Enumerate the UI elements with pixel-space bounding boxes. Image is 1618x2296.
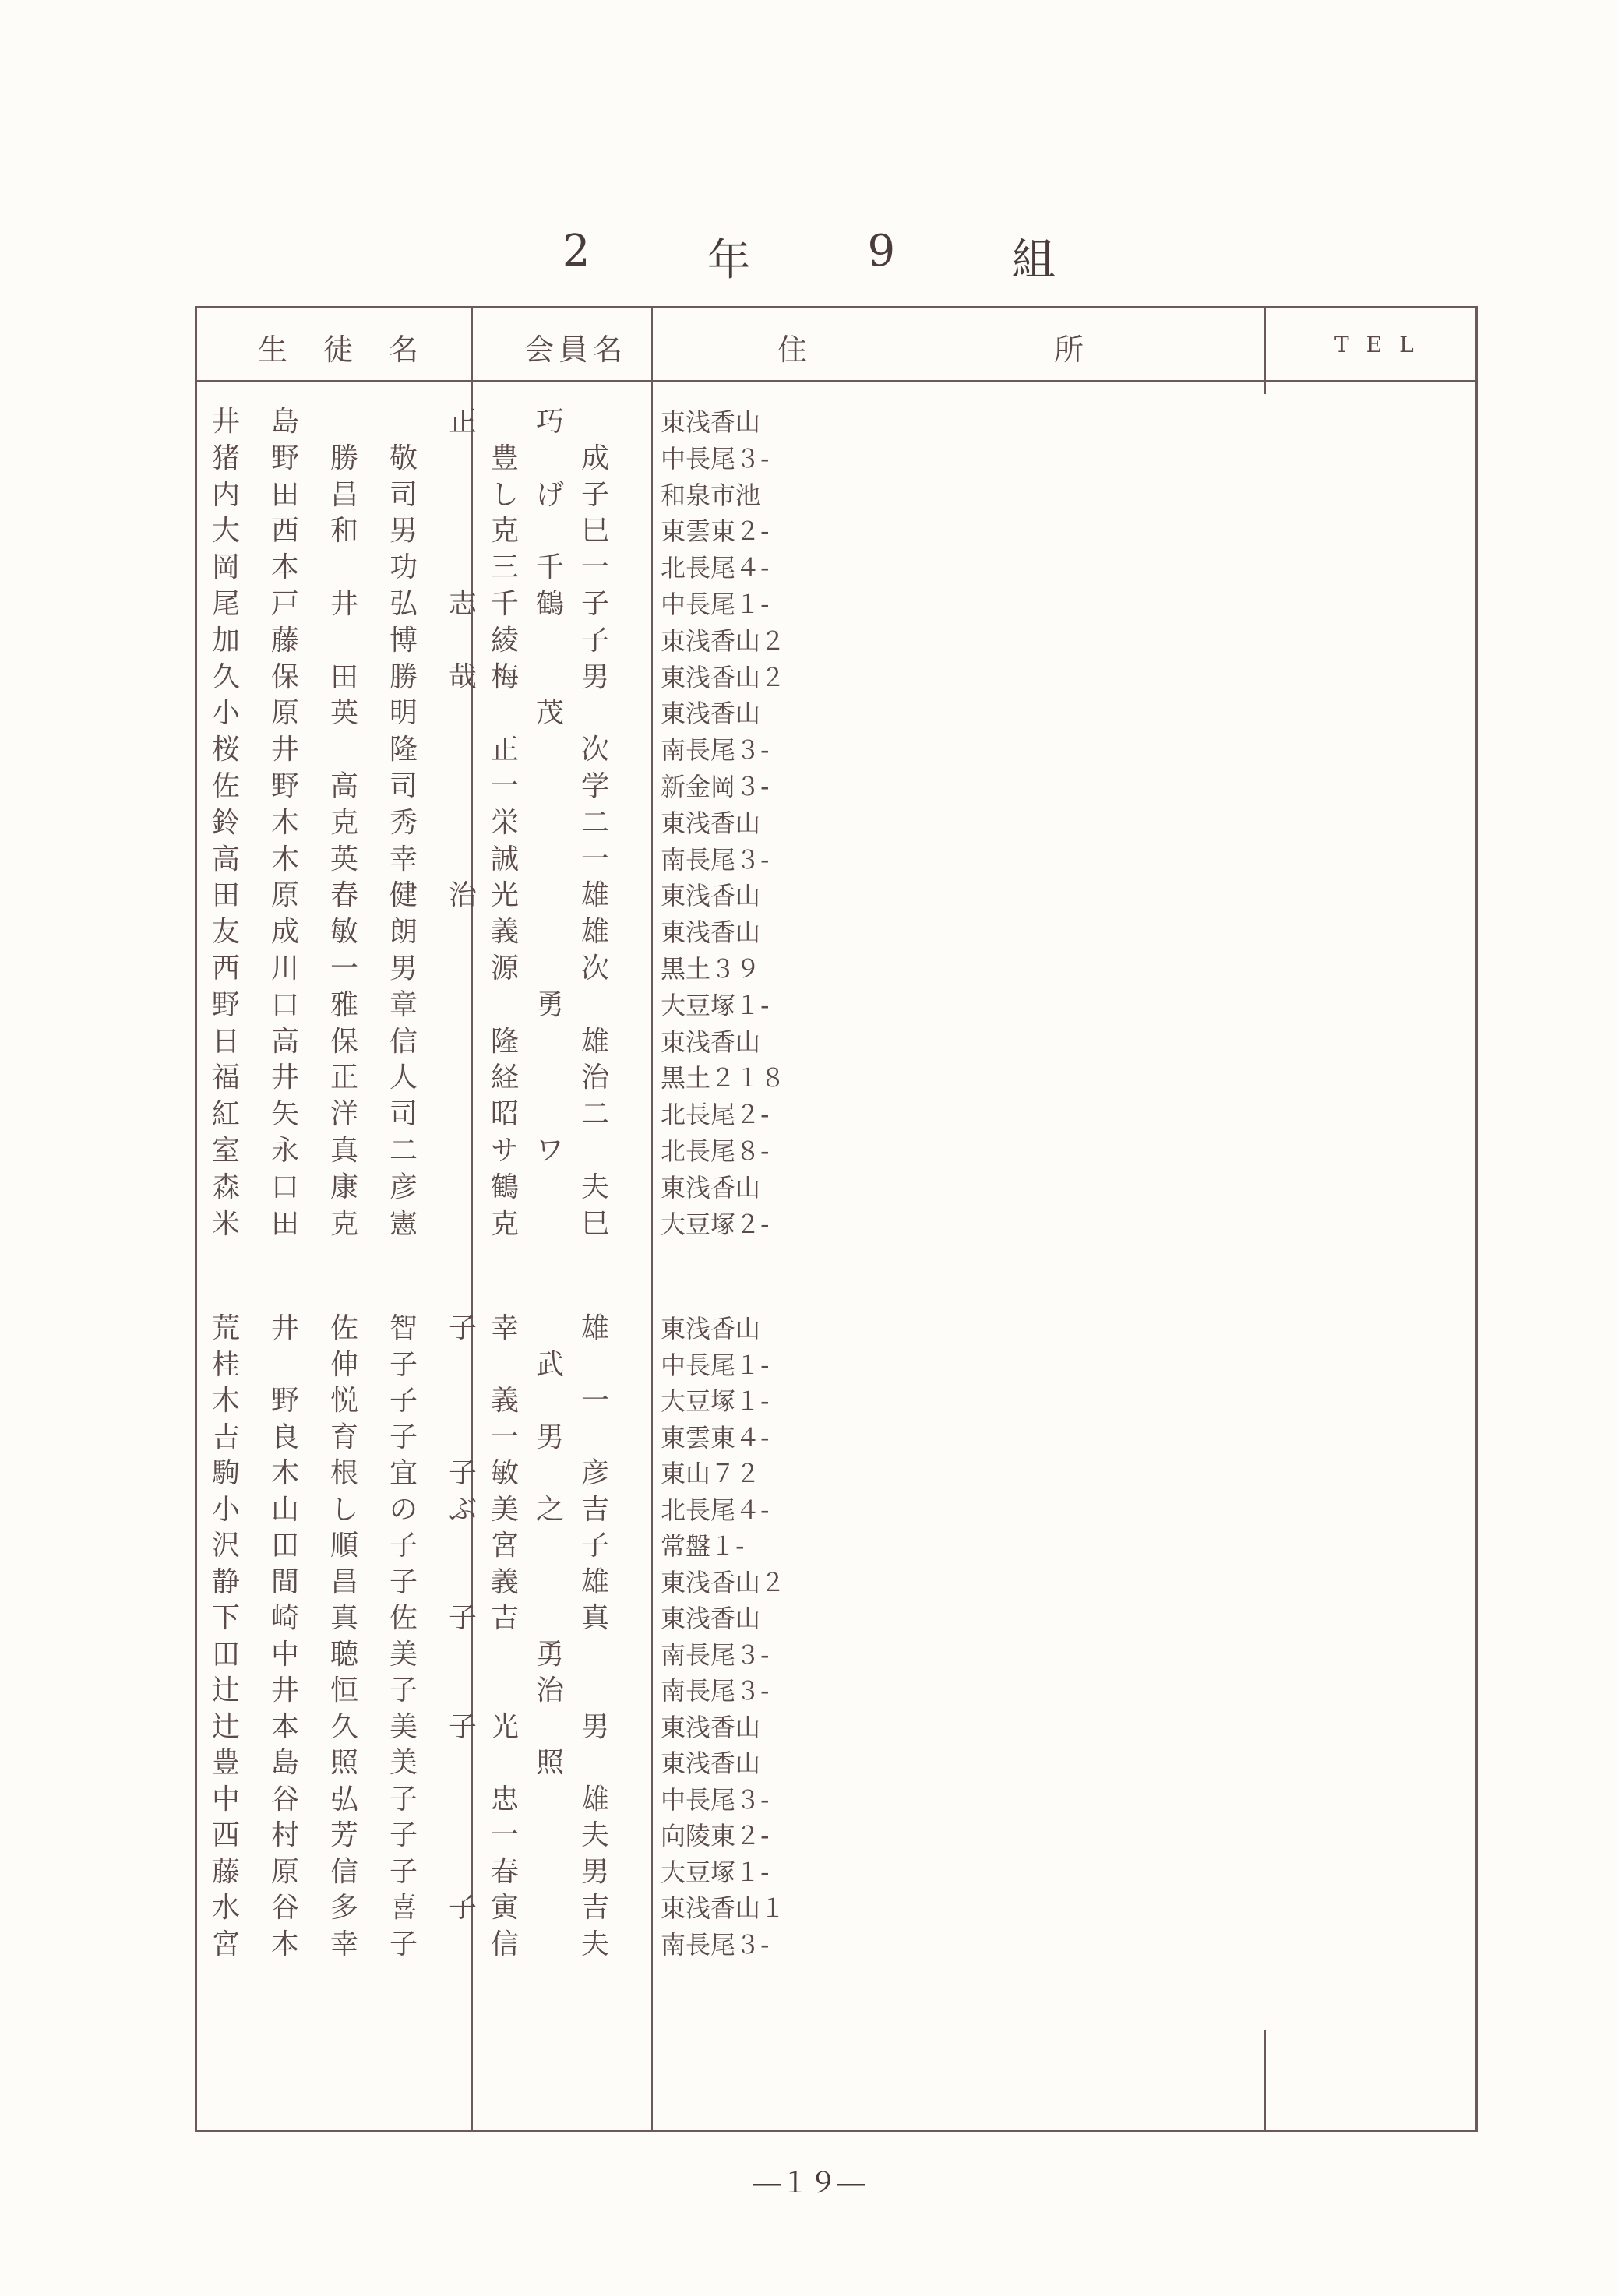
member-name: 一 夫 [491, 1819, 627, 1851]
address: 中長尾１- [661, 590, 770, 619]
student-name: 木野悦子 [212, 1385, 449, 1417]
student-name: 佐野高司 [212, 770, 449, 802]
student-name: 紅矢洋司 [212, 1098, 449, 1131]
address: 中長尾３- [661, 443, 770, 474]
address: 東浅香山 [661, 1712, 761, 1742]
member-name: 敏 彦 [491, 1457, 627, 1489]
student-name: 西川一男 [212, 953, 449, 984]
student-name: 沢田順子 [212, 1530, 449, 1562]
member-name: 勇 [491, 988, 582, 1021]
header-divider [197, 380, 1475, 382]
member-name: 三千一 [491, 551, 627, 584]
member-name: 義 雄 [491, 1565, 627, 1598]
member-name: 治 [491, 1674, 582, 1706]
student-name: 福井正人 [212, 1062, 449, 1094]
address: 北長尾８- [661, 1136, 770, 1166]
address: 大豆塚１- [661, 990, 770, 1020]
member-name: 一 学 [491, 770, 627, 802]
student-name: 井島 正 [212, 406, 509, 438]
member-name: 春 男 [491, 1855, 627, 1888]
member-name: 昭 二 [491, 1098, 627, 1131]
student-name: 下崎真佐子 [212, 1602, 509, 1634]
address: 黒土２１８ [661, 1063, 786, 1093]
address: 大豆塚２- [661, 1209, 770, 1239]
member-name: 勇 [491, 1638, 582, 1671]
address: 東雲東２- [661, 516, 770, 547]
member-name: 克 巳 [491, 515, 627, 548]
member-name: 梅 男 [491, 660, 627, 693]
student-name: 米田克憲 [212, 1207, 449, 1240]
student-name: 駒木根宜子 [212, 1457, 509, 1489]
address: 東浅香山 [661, 1748, 761, 1778]
address: 中長尾３- [661, 1784, 770, 1815]
address: 東浅香山 [661, 917, 761, 948]
address: 大豆塚１- [661, 1386, 770, 1416]
address: 南長尾３- [661, 1639, 770, 1670]
member-name: 誠 一 [491, 843, 627, 875]
member-name: 宮 子 [491, 1530, 627, 1562]
column-divider [471, 308, 473, 2130]
address: 南長尾３- [661, 735, 770, 766]
address: 東浅香山２ [661, 625, 786, 656]
member-name: しげ子 [491, 478, 627, 511]
address: 北長尾４- [661, 553, 770, 583]
member-name: 茂 [491, 697, 582, 730]
class-unit: 組 [1012, 235, 1056, 286]
header-address-second: 所 [1054, 333, 1084, 367]
address: 東浅香山２ [661, 662, 786, 692]
student-name: 岡本 功 [212, 551, 449, 584]
member-name: 源 次 [491, 953, 627, 984]
address: 東浅香山 [661, 808, 761, 838]
member-name: 光 男 [491, 1710, 627, 1743]
member-name: 照 [491, 1747, 582, 1779]
address: 東浅香山 [661, 699, 761, 729]
member-name: 栄 二 [491, 806, 627, 839]
member-name: 豊 成 [491, 442, 627, 474]
member-name: 巧 [491, 406, 582, 438]
member-name: 義 雄 [491, 916, 627, 949]
address: 南長尾３- [661, 844, 770, 875]
grade-unit: 年 [707, 235, 751, 286]
address: 東山７２ [661, 1459, 761, 1488]
address: 大豆塚１- [661, 1857, 770, 1887]
student-name: 辻本久美子 [212, 1710, 509, 1743]
student-name: 友成敏朗 [212, 916, 449, 949]
student-name: 宮本幸子 [212, 1928, 449, 1960]
member-name: 信 夫 [491, 1928, 627, 1960]
student-name: 久保田勝哉 [212, 660, 509, 693]
address: 南長尾３- [661, 1929, 770, 1960]
student-name: 桜井 隆 [212, 734, 449, 766]
address: 東浅香山 [661, 1604, 761, 1633]
header-student-name: 生 徒 名 [258, 333, 422, 367]
student-name: 野口雅章 [212, 988, 449, 1021]
student-name: 鈴木克秀 [212, 806, 449, 839]
header-tel: TEL [1334, 332, 1431, 357]
member-name: 経 治 [491, 1062, 627, 1094]
student-name: 桂 伸子 [212, 1348, 449, 1381]
address: 南長尾３- [661, 1676, 770, 1706]
member-name: 隆 雄 [491, 1025, 627, 1058]
member-name: 美之吉 [491, 1493, 627, 1526]
student-name: 室永真二 [212, 1135, 449, 1167]
student-name: 辻井恒子 [212, 1674, 449, 1706]
address: 新金岡３- [661, 772, 770, 801]
page-number: ―１９― [753, 2167, 865, 2199]
address: 東浅香山２ [661, 1567, 786, 1597]
grade-number: 2 [562, 226, 590, 276]
member-name: 幸 雄 [491, 1312, 627, 1344]
student-name: 猪野勝敬 [212, 442, 449, 474]
page-title [0, 226, 1618, 288]
student-name: 中谷弘子 [212, 1783, 449, 1815]
address: 和泉市池 [661, 480, 761, 510]
address: 北長尾２- [661, 1100, 770, 1130]
member-name: 鶴 夫 [491, 1171, 627, 1203]
student-name: 加藤 博 [212, 624, 449, 657]
column-divider [1264, 2030, 1266, 2130]
student-name: 小原英明 [212, 697, 449, 730]
member-name: サワ [491, 1135, 582, 1167]
student-name: 静間昌子 [212, 1565, 449, 1598]
address: 黒土３９ [661, 954, 761, 984]
class-number: 9 [867, 226, 896, 276]
member-name: 義 一 [491, 1385, 627, 1417]
student-name: 小山しのぶ [212, 1493, 509, 1526]
student-name: 日高保信 [212, 1025, 449, 1058]
student-name: 水谷多喜子 [212, 1892, 509, 1924]
address: 東浅香山 [661, 881, 761, 911]
address: 常盤１- [661, 1531, 745, 1561]
member-name: 吉 真 [491, 1602, 627, 1634]
student-name: 豊島照美 [212, 1747, 449, 1779]
student-name: 内田昌司 [212, 478, 449, 511]
member-name: 武 [491, 1348, 582, 1381]
address: 北長尾４- [661, 1495, 770, 1525]
header-address-first: 住 [777, 333, 808, 367]
address: 東浅香山 [661, 1172, 761, 1203]
student-name: 高木英幸 [212, 843, 449, 875]
student-name: 田中聴美 [212, 1638, 449, 1671]
address: 向陵東２- [661, 1821, 770, 1851]
student-name: 尾戸井弘志 [212, 588, 509, 620]
member-name: 正 次 [491, 734, 627, 766]
member-name: 忠 雄 [491, 1783, 627, 1815]
student-name: 西村芳子 [212, 1819, 449, 1851]
header-member-name: 会員名 [524, 333, 628, 367]
student-name: 藤原信子 [212, 1855, 449, 1888]
address: 東雲東４- [661, 1422, 770, 1453]
address: 東浅香山 [661, 407, 761, 437]
member-name: 克 巳 [491, 1207, 627, 1240]
student-name: 吉良育子 [212, 1421, 449, 1453]
member-name: 千鶴子 [491, 588, 627, 620]
address: 東浅香山 [661, 1314, 761, 1343]
address: 中長尾１- [661, 1350, 770, 1380]
member-name: 光 雄 [491, 879, 627, 912]
column-divider [651, 308, 653, 2130]
member-name: 一男 [491, 1421, 582, 1453]
student-name: 森口康彦 [212, 1171, 449, 1203]
student-name: 田原春健治 [212, 879, 509, 912]
member-name: 綾 子 [491, 624, 627, 657]
student-name: 荒井佐智子 [212, 1312, 509, 1344]
address: 東浅香山 [661, 1027, 761, 1057]
address: 東浅香山１ [661, 1893, 786, 1923]
student-name: 大西和男 [212, 515, 449, 548]
member-name: 寅 吉 [491, 1892, 627, 1924]
